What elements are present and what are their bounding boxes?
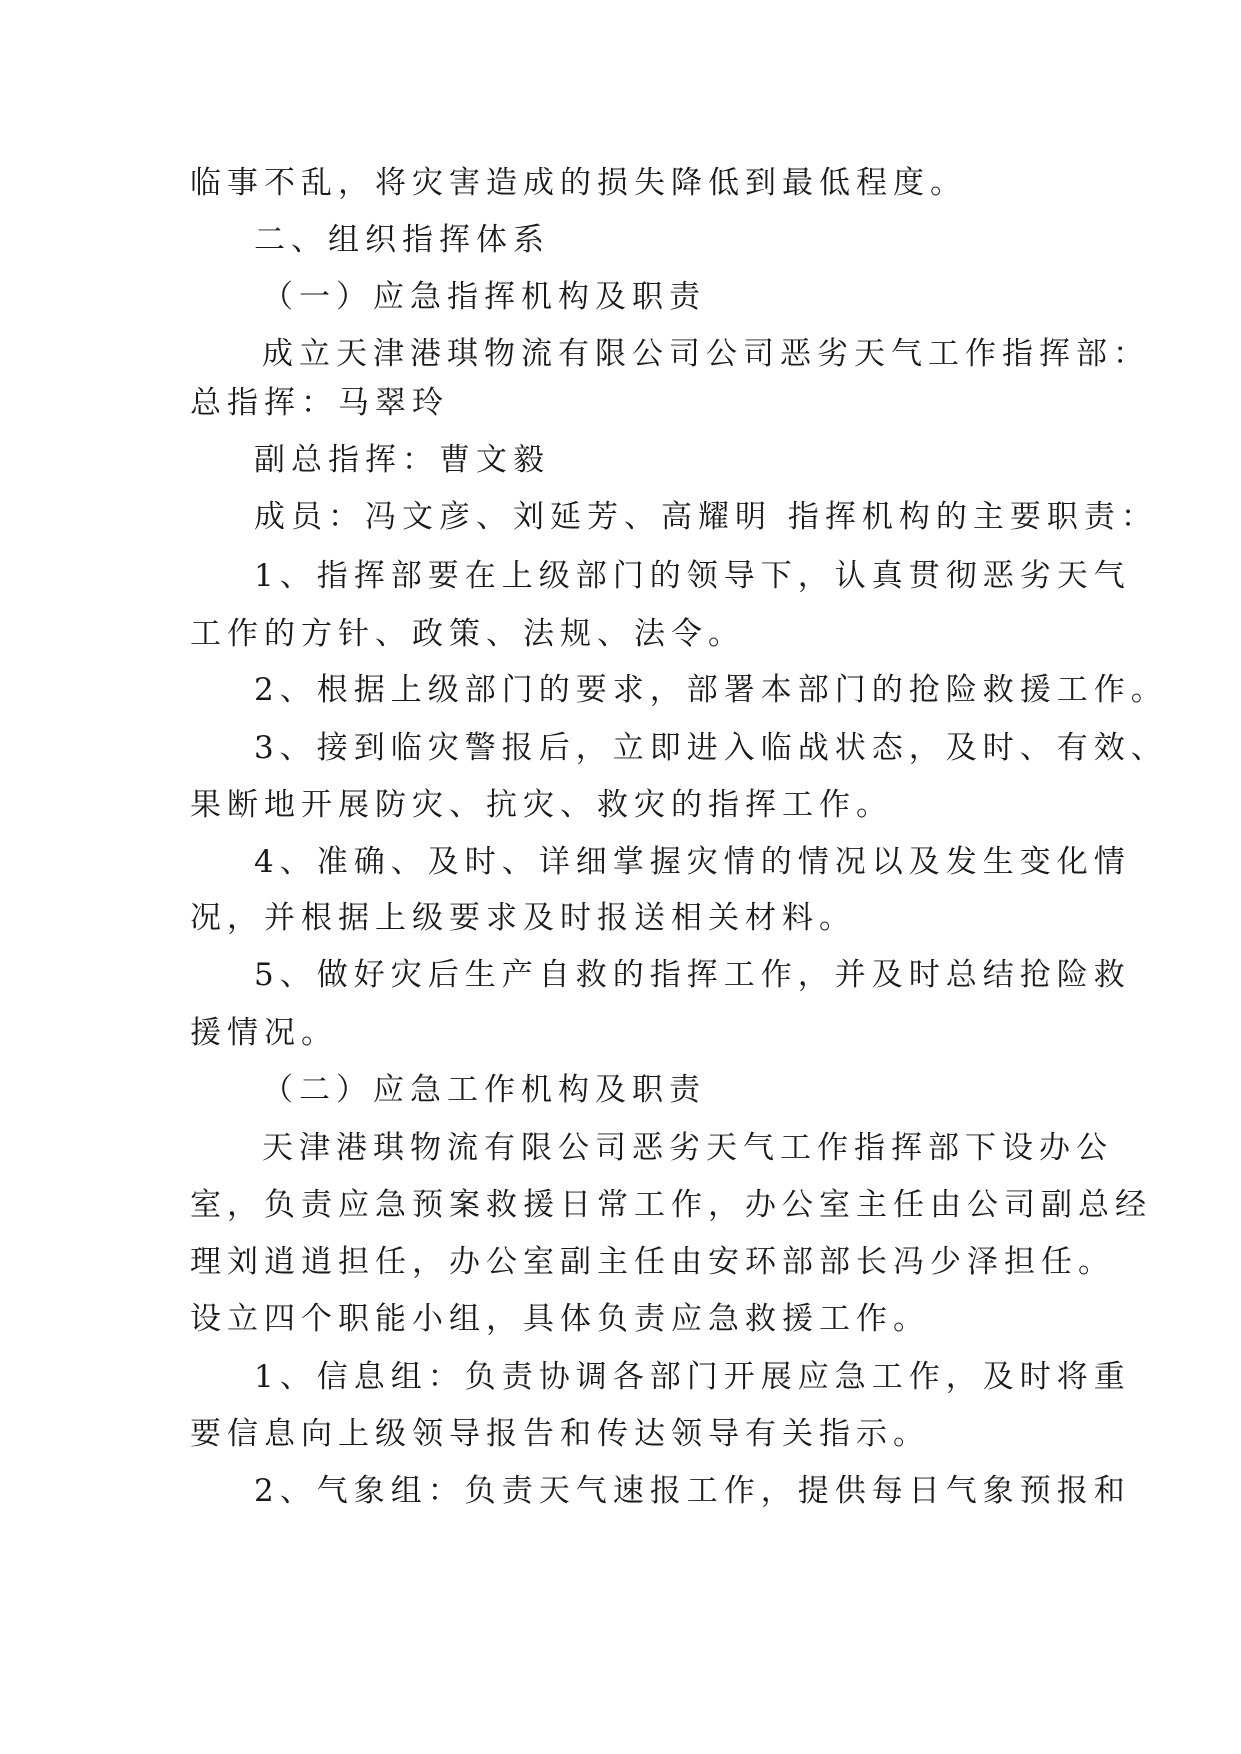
list-item-line: 2、根据上级部门的要求，部署本部门的抢险救援工作。	[254, 672, 1168, 708]
section-heading: 二、组织指挥体系	[254, 222, 550, 258]
list-item-line: 2、气象组：负责天气速报工作，提供每日气象预报和	[254, 1473, 1131, 1509]
list-item-line: 况，并根据上级要求及时报送相关材料。	[190, 900, 856, 936]
list-item-line: 4、准确、及时、详细掌握灾情的情况以及发生变化情	[254, 844, 1131, 880]
paragraph-line: 总指挥：马翠玲	[190, 385, 449, 421]
list-item-line: 工作的方针、政策、法规、法令。	[190, 616, 745, 652]
paragraph-line: 成员：冯文彦、刘延芳、高耀明 指挥机构的主要职责：	[254, 499, 1158, 535]
paragraph-line: 副总指挥：曹文毅	[254, 442, 550, 478]
list-item-line: 援情况。	[190, 1015, 338, 1051]
paragraph-line: 理刘逍逍担任，办公室副主任由安环部部长冯少泽担任。	[190, 1244, 1115, 1280]
list-item-line: 1、指挥部要在上级部门的领导下，认真贯彻恶劣天气	[254, 558, 1131, 594]
paragraph-line: 室，负责应急预案救援日常工作，办公室主任由公司副总经	[190, 1187, 1152, 1223]
list-item-line: 1、信息组：负责协调各部门开展应急工作，及时将重	[254, 1359, 1131, 1395]
list-item-line: 3、接到临灾警报后，立即进入临战状态，及时、有效、	[254, 730, 1168, 766]
paragraph-line: 临事不乱，将灾害造成的损失降低到最低程度。	[190, 165, 967, 201]
paragraph-line: 天津港琪物流有限公司恶劣天气工作指挥部下设办公	[262, 1130, 1113, 1166]
subsection-heading: （二）应急工作机构及职责	[262, 1072, 706, 1108]
list-item-line: 果断地开展防灾、抗灾、救灾的指挥工作。	[190, 787, 893, 823]
paragraph-line: 设立四个职能小组，具体负责应急救援工作。	[190, 1301, 930, 1337]
list-item-line: 5、做好灾后生产自救的指挥工作，并及时总结抢险救	[254, 957, 1131, 993]
paragraph-line: 成立天津港琪物流有限公司公司恶劣天气工作指挥部：	[262, 336, 1150, 372]
list-item-line: 要信息向上级领导报告和传达领导有关指示。	[190, 1416, 930, 1452]
subsection-heading: （一）应急指挥机构及职责	[262, 279, 706, 315]
